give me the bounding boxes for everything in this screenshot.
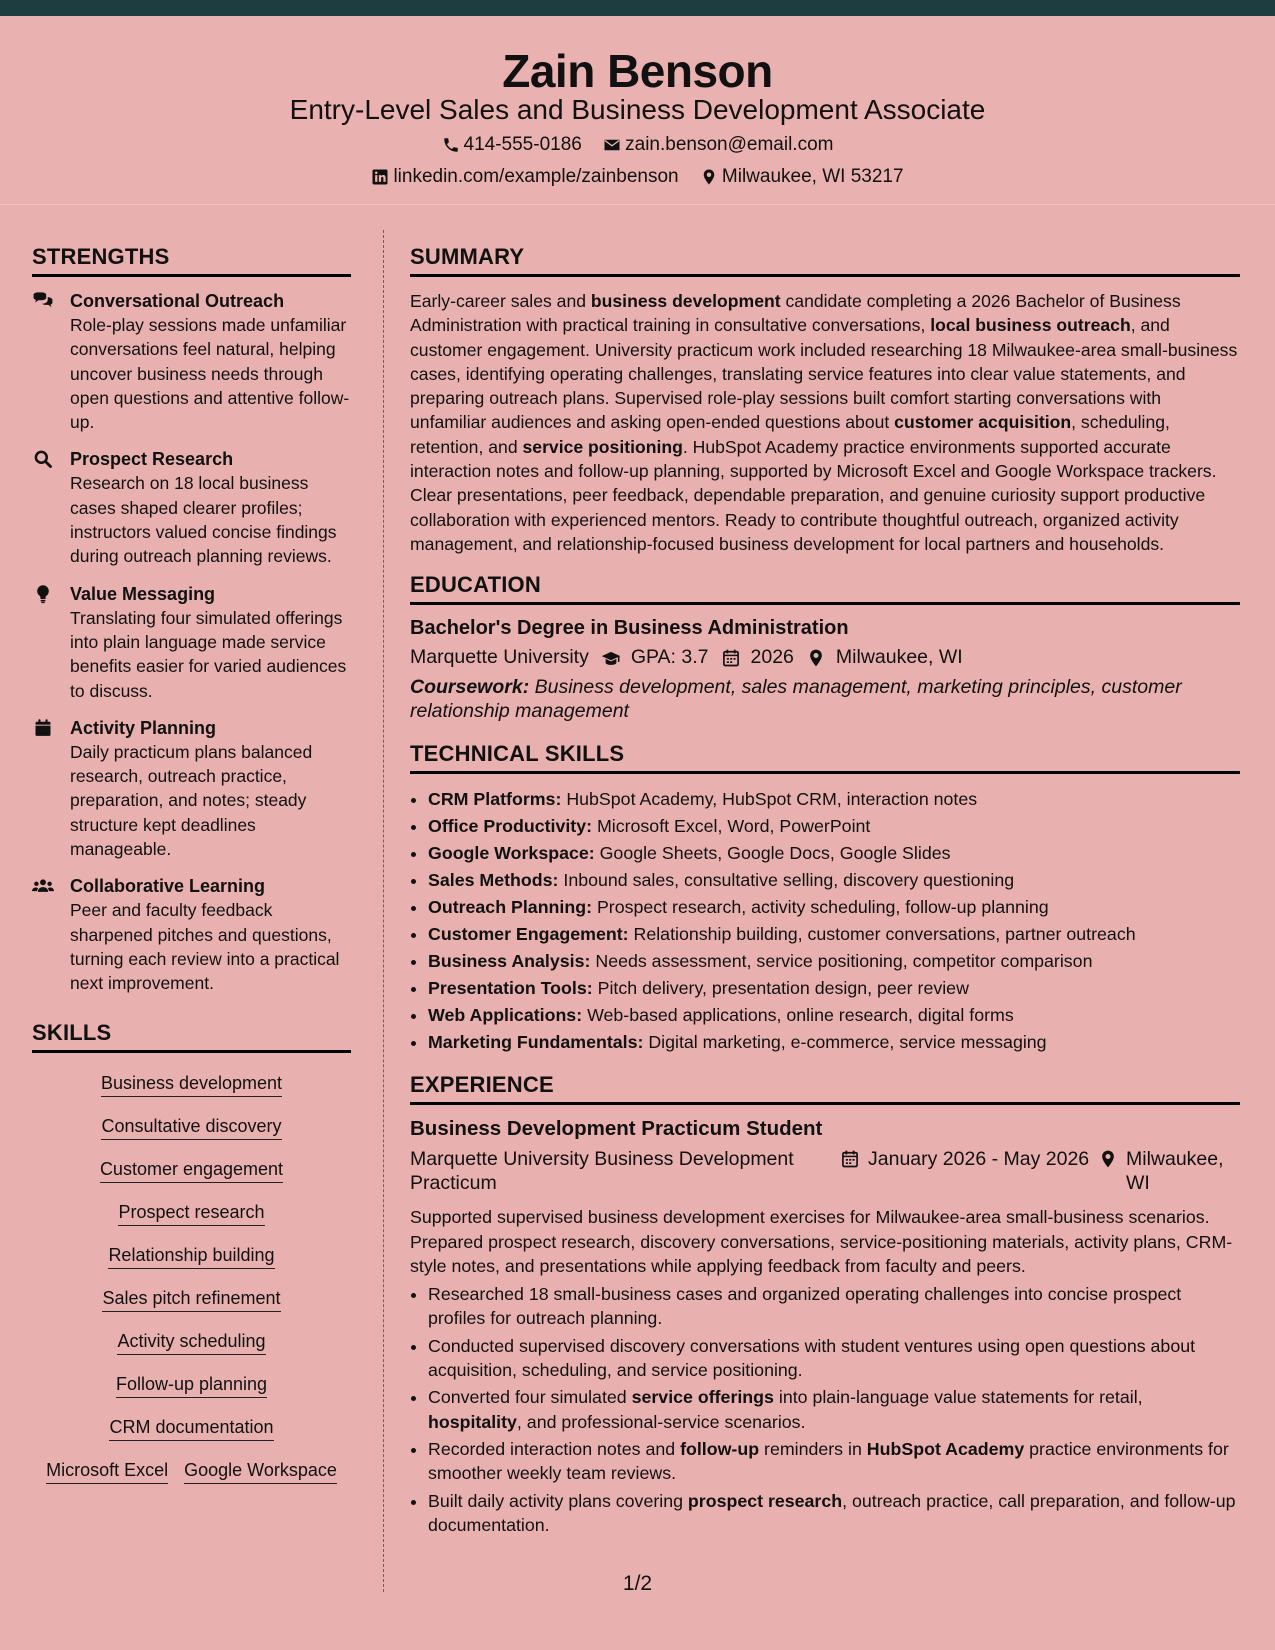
skill-tag: Business development [101, 1073, 282, 1097]
strengths-heading: STRENGTHS [32, 244, 351, 277]
email-contact[interactable] [603, 134, 833, 156]
job-bullet [428, 1385, 1240, 1434]
bold-phrase: prospect research [687, 1490, 843, 1511]
job-location [1098, 1147, 1240, 1195]
skill-tag: Relationship building [108, 1245, 274, 1269]
strength-name: Activity Planning [70, 717, 217, 738]
skill-category: Outreach Planning: [428, 897, 592, 918]
strength-desc: Role-play sessions made unfamiliar conversations feel natural, helping uncover business needs through open questions and attentive follow-up. [70, 315, 350, 433]
skill-tag: Sales pitch refinement [102, 1288, 280, 1312]
text-run: practice environments for smoother weekly team reviews. [428, 1438, 1229, 1484]
map-marker-icon [806, 648, 826, 668]
education-heading: EDUCATION [410, 572, 1240, 605]
coursework-text: Business development, sales management, marketing principles, customer relationship management [410, 676, 1182, 723]
search-icon [32, 449, 54, 469]
skill-tag: Customer engagement [100, 1159, 283, 1183]
text-run: reminders in [759, 1438, 867, 1459]
lightbulb-icon [32, 584, 54, 604]
text-run: Researched 18 small-business cases and organized operating challenges into concise prospect profiles for outreach planning. [428, 1284, 1182, 1329]
bold-phrase: service offerings [631, 1387, 774, 1408]
skill-category: Sales Methods: [428, 870, 559, 891]
bold-phrase: local business outreach [930, 315, 1131, 336]
contact-row-2 [0, 166, 1275, 192]
coursework [410, 675, 1240, 723]
calendar-icon [721, 648, 741, 668]
technical-skill-item [428, 975, 1240, 1002]
technical-skill-item [428, 948, 1240, 975]
strength-desc: Peer and faculty feedback sharpened pitches and questions, turning each review into a practical next improvement. [70, 900, 340, 994]
text-run: Built daily activity plans covering [428, 1490, 688, 1511]
calendar-icon [32, 718, 54, 738]
job-meta [410, 1147, 1240, 1195]
bold-phrase: follow-up [680, 1438, 760, 1459]
skills-heading: SKILLS [32, 1020, 351, 1053]
strength-item [32, 447, 351, 568]
job-bullet [428, 1282, 1240, 1331]
location-contact [700, 166, 904, 188]
candidate-name: Zain Benson [502, 45, 773, 97]
strength-name: Value Messaging [70, 583, 216, 604]
strength-name: Prospect Research [70, 449, 234, 470]
linkedin-contact[interactable] [371, 166, 678, 188]
skill-tag: Follow-up planning [116, 1374, 267, 1398]
graduation-cap-icon [601, 648, 621, 668]
bold-phrase: hospitality [428, 1411, 517, 1432]
experience-heading: EXPERIENCE [410, 1072, 1240, 1105]
graduation-year: 2026 [750, 646, 794, 669]
technical-skills-list [410, 786, 1240, 1056]
email-text: zain.benson@email.com [625, 134, 834, 155]
skill-category: Customer Engagement: [428, 924, 629, 945]
skill-values: Microsoft Excel, Word, PowerPoint [592, 816, 871, 837]
bold-phrase: customer acquisition [894, 412, 1072, 433]
skill-tag: Google Workspace [184, 1460, 337, 1484]
gpa-text: GPA: 3.7 [630, 646, 709, 669]
text-run: into plain-language value statements for retail, [773, 1387, 1143, 1408]
skill-values: HubSpot Academy, HubSpot CRM, interaction notes [561, 789, 978, 810]
strength-desc: Daily practicum plans balanced research, outreach practice, preparation, and notes; steady structure kept deadlines manageable. [70, 741, 313, 860]
skill-tag: Activity scheduling [117, 1331, 265, 1355]
right-column [410, 244, 1240, 1540]
page-number: 1/2 [622, 1572, 653, 1595]
technical-skill-item [428, 786, 1240, 813]
job-location-text: Milwaukee, WI [1126, 1148, 1224, 1195]
skill-tag: CRM documentation [109, 1417, 273, 1441]
skill-category: Business Analysis: [428, 951, 591, 972]
users-icon [32, 876, 54, 896]
text-run: , and professional-service scenarios. [516, 1411, 806, 1432]
strength-name: Collaborative Learning [70, 876, 266, 897]
strength-item [32, 874, 351, 995]
skill-category: Marketing Fundamentals: [428, 1032, 644, 1053]
coursework-label: Coursework: [410, 676, 530, 699]
location-text: Milwaukee, WI 53217 [721, 166, 904, 187]
map-marker-icon [700, 168, 718, 186]
map-marker-icon [1098, 1149, 1118, 1169]
contact-row-1 [0, 134, 1275, 160]
strength-item [32, 716, 351, 861]
job-title: Business Development Practicum Student [410, 1117, 823, 1141]
envelope-icon [603, 136, 621, 154]
technical-skill-item [428, 813, 1240, 840]
text-run: Conducted supervised discovery conversations with student ventures using open questions about acquisition, scheduling, and service positioning. [428, 1335, 1196, 1381]
technical-skills-heading: TECHNICAL SKILLS [410, 741, 1240, 774]
strength-desc: Research on 18 local business cases shaped clearer profiles; instructors valued concise findings during outreach planning reviews. [70, 473, 337, 567]
skills-list [32, 1069, 351, 1503]
summary-text [410, 289, 1240, 556]
skill-values: Web-based applications, online research, digital forms [582, 1005, 1014, 1026]
skill-category: Google Workspace: [428, 843, 595, 864]
strength-item [32, 289, 351, 434]
calendar-icon [840, 1149, 860, 1169]
left-column [32, 244, 351, 1503]
skill-values: Prospect research, activity scheduling, follow-up planning [592, 897, 1049, 918]
phone-icon [442, 136, 460, 154]
skill-category: Office Productivity: [428, 816, 593, 837]
skill-category: Web Applications: [428, 1005, 583, 1026]
degree-title: Bachelor's Degree in Business Administration [410, 617, 849, 640]
text-run: , outreach practice, call preparation, and follow-up documentation. [428, 1490, 1236, 1535]
phone-text: 414-555-0186 [463, 134, 582, 155]
text-run: Converted four simulated [428, 1387, 632, 1408]
skill-tag: Microsoft Excel [46, 1460, 168, 1484]
candidate-title: Entry-Level Sales and Business Development Associate [289, 94, 986, 125]
employer: Marquette University Business Development Practicum [410, 1148, 794, 1195]
linkedin-text: linkedin.com/example/zainbenson [393, 166, 679, 187]
technical-skill-item [428, 867, 1240, 894]
skill-tag: Prospect research [118, 1202, 264, 1226]
skill-category: Presentation Tools: [428, 978, 593, 999]
strength-name: Conversational Outreach [70, 291, 285, 311]
skill-values: Needs assessment, service positioning, competitor comparison [590, 951, 1093, 972]
phone-contact[interactable] [442, 134, 582, 156]
skill-values: Inbound sales, consultative selling, discovery questioning [558, 870, 1015, 891]
text-run: Early-career sales and [410, 291, 591, 311]
skill-tag: Consultative discovery [101, 1116, 281, 1140]
technical-skill-item [428, 1002, 1240, 1029]
linkedin-icon [371, 168, 389, 186]
bold-phrase: business development [590, 291, 781, 311]
job-bullet [428, 1334, 1240, 1383]
skill-values: Google Sheets, Google Docs, Google Slides [594, 843, 951, 864]
skill-values: Digital marketing, e-commerce, service messaging [643, 1032, 1047, 1053]
text-run: . HubSpot Academy practice environments supported accurate interaction notes and follow-up planning, supported by Microsoft Excel and Google Workspace trackers. Clear presentations, peer feedback, dependable preparation, and genuine curiosity support productive collaboration with experienced mentors. Ready to contribute thoughtful outreach, organized activity management, and relationship-focused business development for local partners and households. [410, 436, 1217, 554]
school-name: Marquette University [410, 646, 589, 669]
technical-skill-item [428, 1029, 1240, 1056]
strength-item [32, 582, 351, 703]
strength-desc: Translating four simulated offerings into plain language made service benefits easier for varied audiences to discuss. [70, 607, 347, 701]
text-run: Recorded interaction notes and [428, 1438, 681, 1459]
bold-phrase: service positioning [522, 436, 683, 457]
job-bullet [428, 1489, 1240, 1538]
job-bullets [410, 1282, 1240, 1537]
skill-values: Relationship building, customer conversations, partner outreach [628, 924, 1136, 945]
technical-skill-item [428, 921, 1240, 948]
summary-heading: SUMMARY [410, 244, 1240, 277]
top-accent-bar [0, 0, 1275, 16]
job-dates [840, 1147, 1098, 1195]
job-bullet [428, 1437, 1240, 1486]
job-summary: Supported supervised business development exercises for Milwaukee-area small-business scenarios. Prepared prospect research, discovery conversations, service-positioning materials, activity plans, CRM-style notes, and presentations while applying feedback from faculty and peers. [410, 1207, 1233, 1276]
text-run: , and customer engagement. University practicum work included researching 18 Milwaukee-area small-business cases, identifying operating challenges, translating service features into clear value statements, and preparing outreach plans. Supervised role-play sessions built comfort starting conversations with unfamiliar audiences and asking open-ended questions about [410, 315, 1238, 433]
resume-header [0, 16, 1275, 205]
skill-values: Pitch delivery, presentation design, peer review [592, 978, 969, 999]
job-dates-text: January 2026 - May 2026 [868, 1148, 1090, 1171]
text-run: , scheduling, retention, and [410, 412, 1170, 457]
bold-phrase: HubSpot Academy [866, 1438, 1025, 1459]
skill-category: CRM Platforms: [428, 789, 562, 810]
education-meta [410, 646, 1240, 669]
technical-skill-item [428, 840, 1240, 867]
technical-skill-item [428, 894, 1240, 921]
comments-icon [32, 291, 54, 311]
text-run: candidate completing a 2026 Bachelor of Business Administration with practical training in consultative conversations, [410, 291, 1181, 336]
column-divider [383, 230, 384, 1592]
school-location: Milwaukee, WI [835, 646, 963, 669]
